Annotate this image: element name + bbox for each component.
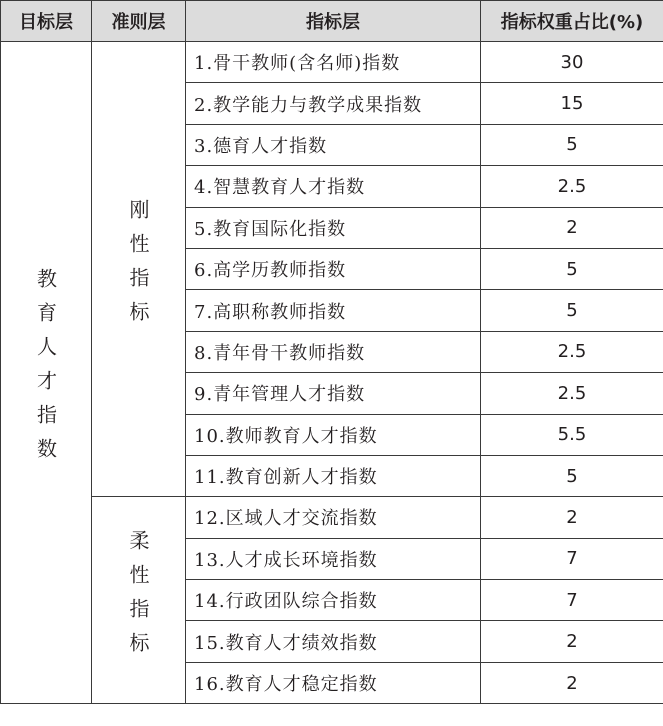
indicator-cell: 10.教师教育人才指数 bbox=[186, 414, 481, 455]
weight-cell: 2 bbox=[481, 207, 663, 248]
weight-cell: 7 bbox=[481, 580, 663, 621]
indicator-cell: 11.教育创新人才指数 bbox=[186, 455, 481, 496]
indicator-cell: 4.智慧教育人才指数 bbox=[186, 166, 481, 207]
weight-cell: 5 bbox=[481, 124, 663, 165]
weight-cell: 5.5 bbox=[481, 414, 663, 455]
indicator-cell: 8.青年骨干教师指数 bbox=[186, 331, 481, 372]
header-criteria-layer: 准则层 bbox=[92, 1, 186, 42]
table-row bbox=[1, 497, 663, 538]
header-weight-percent: 指标权重占比(%) bbox=[481, 1, 663, 42]
criteria-cell-rigid bbox=[92, 42, 186, 497]
weight-cell: 5 bbox=[481, 290, 663, 331]
indicator-cell: 7.高职称教师指数 bbox=[186, 290, 481, 331]
indicator-cell: 13.人才成长环境指数 bbox=[186, 538, 481, 579]
criteria-cell-flexible bbox=[92, 497, 186, 704]
weight-cell: 7 bbox=[481, 538, 663, 579]
table-row bbox=[1, 42, 663, 83]
header-target-layer: 目标层 bbox=[1, 1, 92, 42]
weight-cell: 5 bbox=[481, 455, 663, 496]
target-cell bbox=[1, 42, 92, 704]
indicator-cell: 14.行政团队综合指数 bbox=[186, 580, 481, 621]
indicator-cell: 12.区域人才交流指数 bbox=[186, 497, 481, 538]
criteria-label-rigid: 刚性指标 bbox=[126, 198, 150, 335]
indicator-cell: 6.高学历教师指数 bbox=[186, 248, 481, 289]
header-indicator-layer: 指标层 bbox=[186, 1, 481, 42]
weight-cell: 2 bbox=[481, 497, 663, 538]
weight-cell: 2 bbox=[481, 621, 663, 662]
indicator-cell: 3.德育人才指数 bbox=[186, 124, 481, 165]
weight-cell: 5 bbox=[481, 248, 663, 289]
criteria-label-flexible: 柔性指标 bbox=[126, 529, 150, 666]
indicator-cell: 16.教育人才稳定指数 bbox=[186, 662, 481, 703]
weight-cell: 2.5 bbox=[481, 166, 663, 207]
weight-cell: 2.5 bbox=[481, 373, 663, 414]
header-row bbox=[1, 1, 663, 42]
indicator-cell: 5.教育国际化指数 bbox=[186, 207, 481, 248]
weight-cell: 15 bbox=[481, 83, 663, 124]
weight-cell: 30 bbox=[481, 42, 663, 83]
weight-cell: 2 bbox=[481, 662, 663, 703]
indicator-cell: 9.青年管理人才指数 bbox=[186, 373, 481, 414]
indicator-cell: 1.骨干教师(含名师)指数 bbox=[186, 42, 481, 83]
indicator-cell: 15.教育人才绩效指数 bbox=[186, 621, 481, 662]
indicator-cell: 2.教学能力与教学成果指数 bbox=[186, 83, 481, 124]
target-label: 教育人才指数 bbox=[33, 268, 58, 473]
weight-cell: 2.5 bbox=[481, 331, 663, 372]
